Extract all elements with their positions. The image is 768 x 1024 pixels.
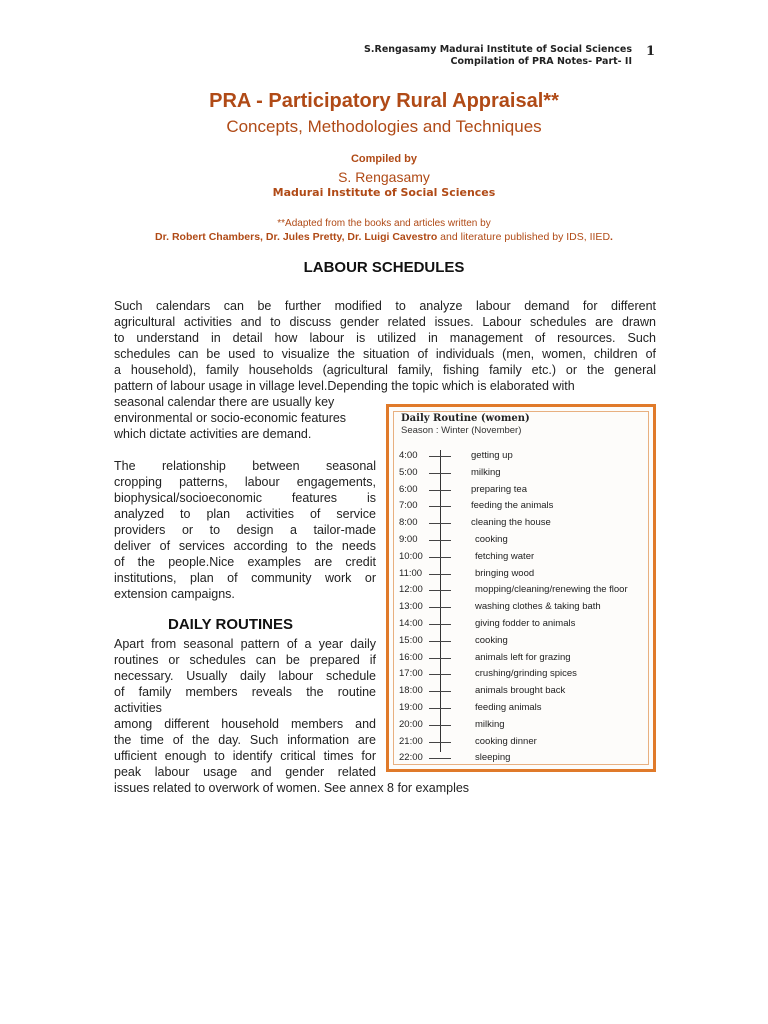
entry-time: 9:00 (399, 534, 418, 545)
labour-paragraph-1 (114, 298, 656, 394)
entry-activity: getting up (471, 450, 513, 461)
entry-time: 11:00 (399, 567, 423, 579)
daily-routines-last-line: issues related to overwork of women. See annex 8 for examples (114, 781, 470, 795)
institute-name: Madurai Institute of Social Sciences (272, 186, 496, 199)
text-line: pattern of labour usage in village level.Depending the topic which is elaborated with (114, 379, 575, 393)
daily-routines-paragraph (114, 636, 376, 780)
text-line: to understand in detail how labour is utilized in management of resources. Such (114, 331, 656, 345)
entry-tick (429, 540, 451, 541)
entry-tick (429, 607, 451, 608)
entry-activity: feeding the animals (471, 500, 554, 512)
entry-activity: giving fodder to animals (475, 618, 576, 629)
entry-tick (429, 658, 451, 659)
entry-tick (429, 557, 451, 558)
entry-tick (429, 506, 451, 507)
timeline-entry (389, 702, 645, 716)
entry-tick (429, 641, 451, 642)
entry-time: 15:00 (399, 634, 423, 646)
text-line: peak labour usage and gender related (114, 765, 376, 779)
text-line: Such calendars can be further modified to analyze labour demand for different (114, 299, 656, 313)
entry-time: 20:00 (399, 718, 423, 730)
text-line: ufficient enough to identify critical times for (114, 749, 376, 763)
text-line: agricultural activities and to discuss gender related issues. Labour schedules are drawn (114, 315, 656, 329)
timeline-entry (389, 668, 645, 682)
page-number: 1 (646, 44, 656, 59)
timeline-entry (389, 736, 645, 750)
entry-time: 19:00 (399, 702, 423, 713)
labour-paragraph-2 (114, 458, 376, 602)
text-line: extension campaigns. (114, 587, 235, 601)
entry-time: 16:00 (399, 651, 423, 663)
entry-activity: preparing tea (471, 483, 527, 495)
entry-tick (429, 473, 451, 474)
entry-activity: feeding animals (475, 702, 542, 713)
source-authors-end: . (610, 231, 613, 243)
timeline-entry (389, 568, 645, 582)
entry-tick (429, 758, 451, 759)
figure-title: Daily Routine (women) (401, 413, 530, 424)
text-line: of family members reveals the routine (114, 685, 376, 699)
entry-time: 22:00 (399, 752, 423, 764)
text-line: a household), family households (agricultural family, fishing family etc.) or the general (114, 363, 656, 377)
entry-activity: mopping/cleaning/renewing the floor (475, 584, 628, 596)
entry-activity: cooking (475, 534, 508, 545)
text-line: analyzed to plan activities of service (114, 507, 376, 521)
entry-activity: fetching water (475, 550, 535, 562)
daily-routines-heading: DAILY ROUTINES (168, 616, 294, 633)
text-line: institutions, plan of community work or (114, 571, 376, 585)
timeline-entry (389, 618, 645, 632)
author-name: S. Rengasamy (338, 169, 430, 185)
entry-time: 17:00 (399, 668, 423, 680)
timeline-entry (389, 719, 645, 733)
entry-time: 12:00 (399, 584, 423, 596)
entry-activity: animals brought back (475, 685, 566, 697)
entry-tick (429, 674, 451, 675)
entry-tick (429, 590, 451, 591)
figure-season: Season : Winter (November) (401, 425, 522, 436)
text-line: deliver of services according to the needs (114, 539, 376, 553)
entry-activity: milking (471, 466, 501, 478)
entry-activity: cooking (475, 634, 508, 646)
compiled-by-label: Compiled by (350, 153, 417, 165)
entry-time: 18:00 (399, 685, 423, 697)
source-authors (0, 231, 768, 243)
entry-activity: milking (475, 718, 505, 730)
text-line: which dictate activities are demand. (114, 427, 312, 441)
timeline-entry (389, 450, 645, 464)
timeline-entry (389, 467, 645, 481)
text-line: providers or to design a tailor-made (114, 523, 376, 537)
text-line: schedules can be used to visualize the situation of individuals (men, women, children of (114, 347, 656, 361)
timeline-entry (389, 484, 645, 498)
text-line: biophysical/socioeconomic features is (114, 491, 376, 505)
running-header (364, 44, 632, 68)
source-authors-names: Dr. Robert Chambers, Dr. Jules Pretty, Dr. Luigi Cavestro (155, 231, 438, 243)
timeline-entry (389, 517, 645, 531)
timeline-entry (389, 685, 645, 699)
labour-schedules-heading: LABOUR SCHEDULES (303, 259, 465, 276)
entry-activity: animals left for grazing (475, 651, 571, 663)
header-line-2: Compilation of PRA Notes- Part- II (450, 56, 632, 67)
timeline-entry (389, 652, 645, 666)
text-line: Apart from seasonal pattern of a year daily (114, 637, 376, 651)
timeline-entry (389, 635, 645, 649)
entry-tick (429, 742, 451, 743)
timeline-entry (389, 534, 645, 548)
entry-time: 7:00 (399, 500, 418, 512)
entry-time: 10:00 (399, 550, 423, 562)
entry-time: 5:00 (399, 466, 418, 478)
text-line: the time of the day. Such information are (114, 733, 376, 747)
entry-time: 14:00 (399, 618, 423, 629)
entry-activity: washing clothes & taking bath (475, 601, 601, 613)
labour-paragraph-1-continued (114, 394, 376, 442)
entry-tick (429, 456, 451, 457)
text-line: necessary. Usually daily labour schedule (114, 669, 376, 683)
timeline-entry (389, 551, 645, 565)
document-subtitle: Concepts, Methodologies and Techniques (226, 117, 542, 136)
entry-activity: cleaning the house (471, 517, 551, 529)
entry-tick (429, 691, 451, 692)
text-line: environmental or socio-economic features (114, 411, 347, 425)
entry-time: 6:00 (399, 483, 418, 495)
entry-tick (429, 490, 451, 491)
daily-routine-figure (386, 404, 656, 772)
header-line-1: S.Rengasamy Madurai Institute of Social Sciences (364, 44, 632, 55)
timeline-entry (389, 601, 645, 615)
text-line: among different household members and (114, 717, 376, 731)
text-line: of the people.Nice examples are credit (114, 555, 376, 569)
entry-tick (429, 725, 451, 726)
adapted-note: **Adapted from the books and articles written by (277, 218, 491, 229)
entry-activity: sleeping (475, 752, 511, 764)
entry-tick (429, 523, 451, 524)
timeline-entry (389, 752, 645, 766)
text-line: The relationship between seasonal (114, 459, 376, 473)
text-line: cropping patterns, labour engagements, (114, 475, 376, 489)
text-line: activities (114, 701, 162, 715)
entry-time: 21:00 (399, 735, 423, 747)
entry-time: 13:00 (399, 601, 423, 613)
text-line: seasonal calendar there are usually key (114, 395, 335, 409)
entry-tick (429, 708, 451, 709)
source-authors-rest: and literature published by IDS, IIED (437, 231, 611, 243)
entry-activity: crushing/grinding spices (475, 668, 577, 680)
document-title: PRA - Participatory Rural Appraisal** (209, 90, 559, 112)
timeline-entry (389, 500, 645, 514)
entry-activity: cooking dinner (475, 735, 537, 747)
entry-tick (429, 624, 451, 625)
entry-time: 4:00 (399, 450, 418, 461)
entry-activity: bringing wood (475, 567, 535, 579)
text-line: routines or schedules can be prepared if (114, 653, 376, 667)
entry-tick (429, 574, 451, 575)
entry-time: 8:00 (399, 517, 418, 529)
timeline-entry (389, 584, 645, 598)
